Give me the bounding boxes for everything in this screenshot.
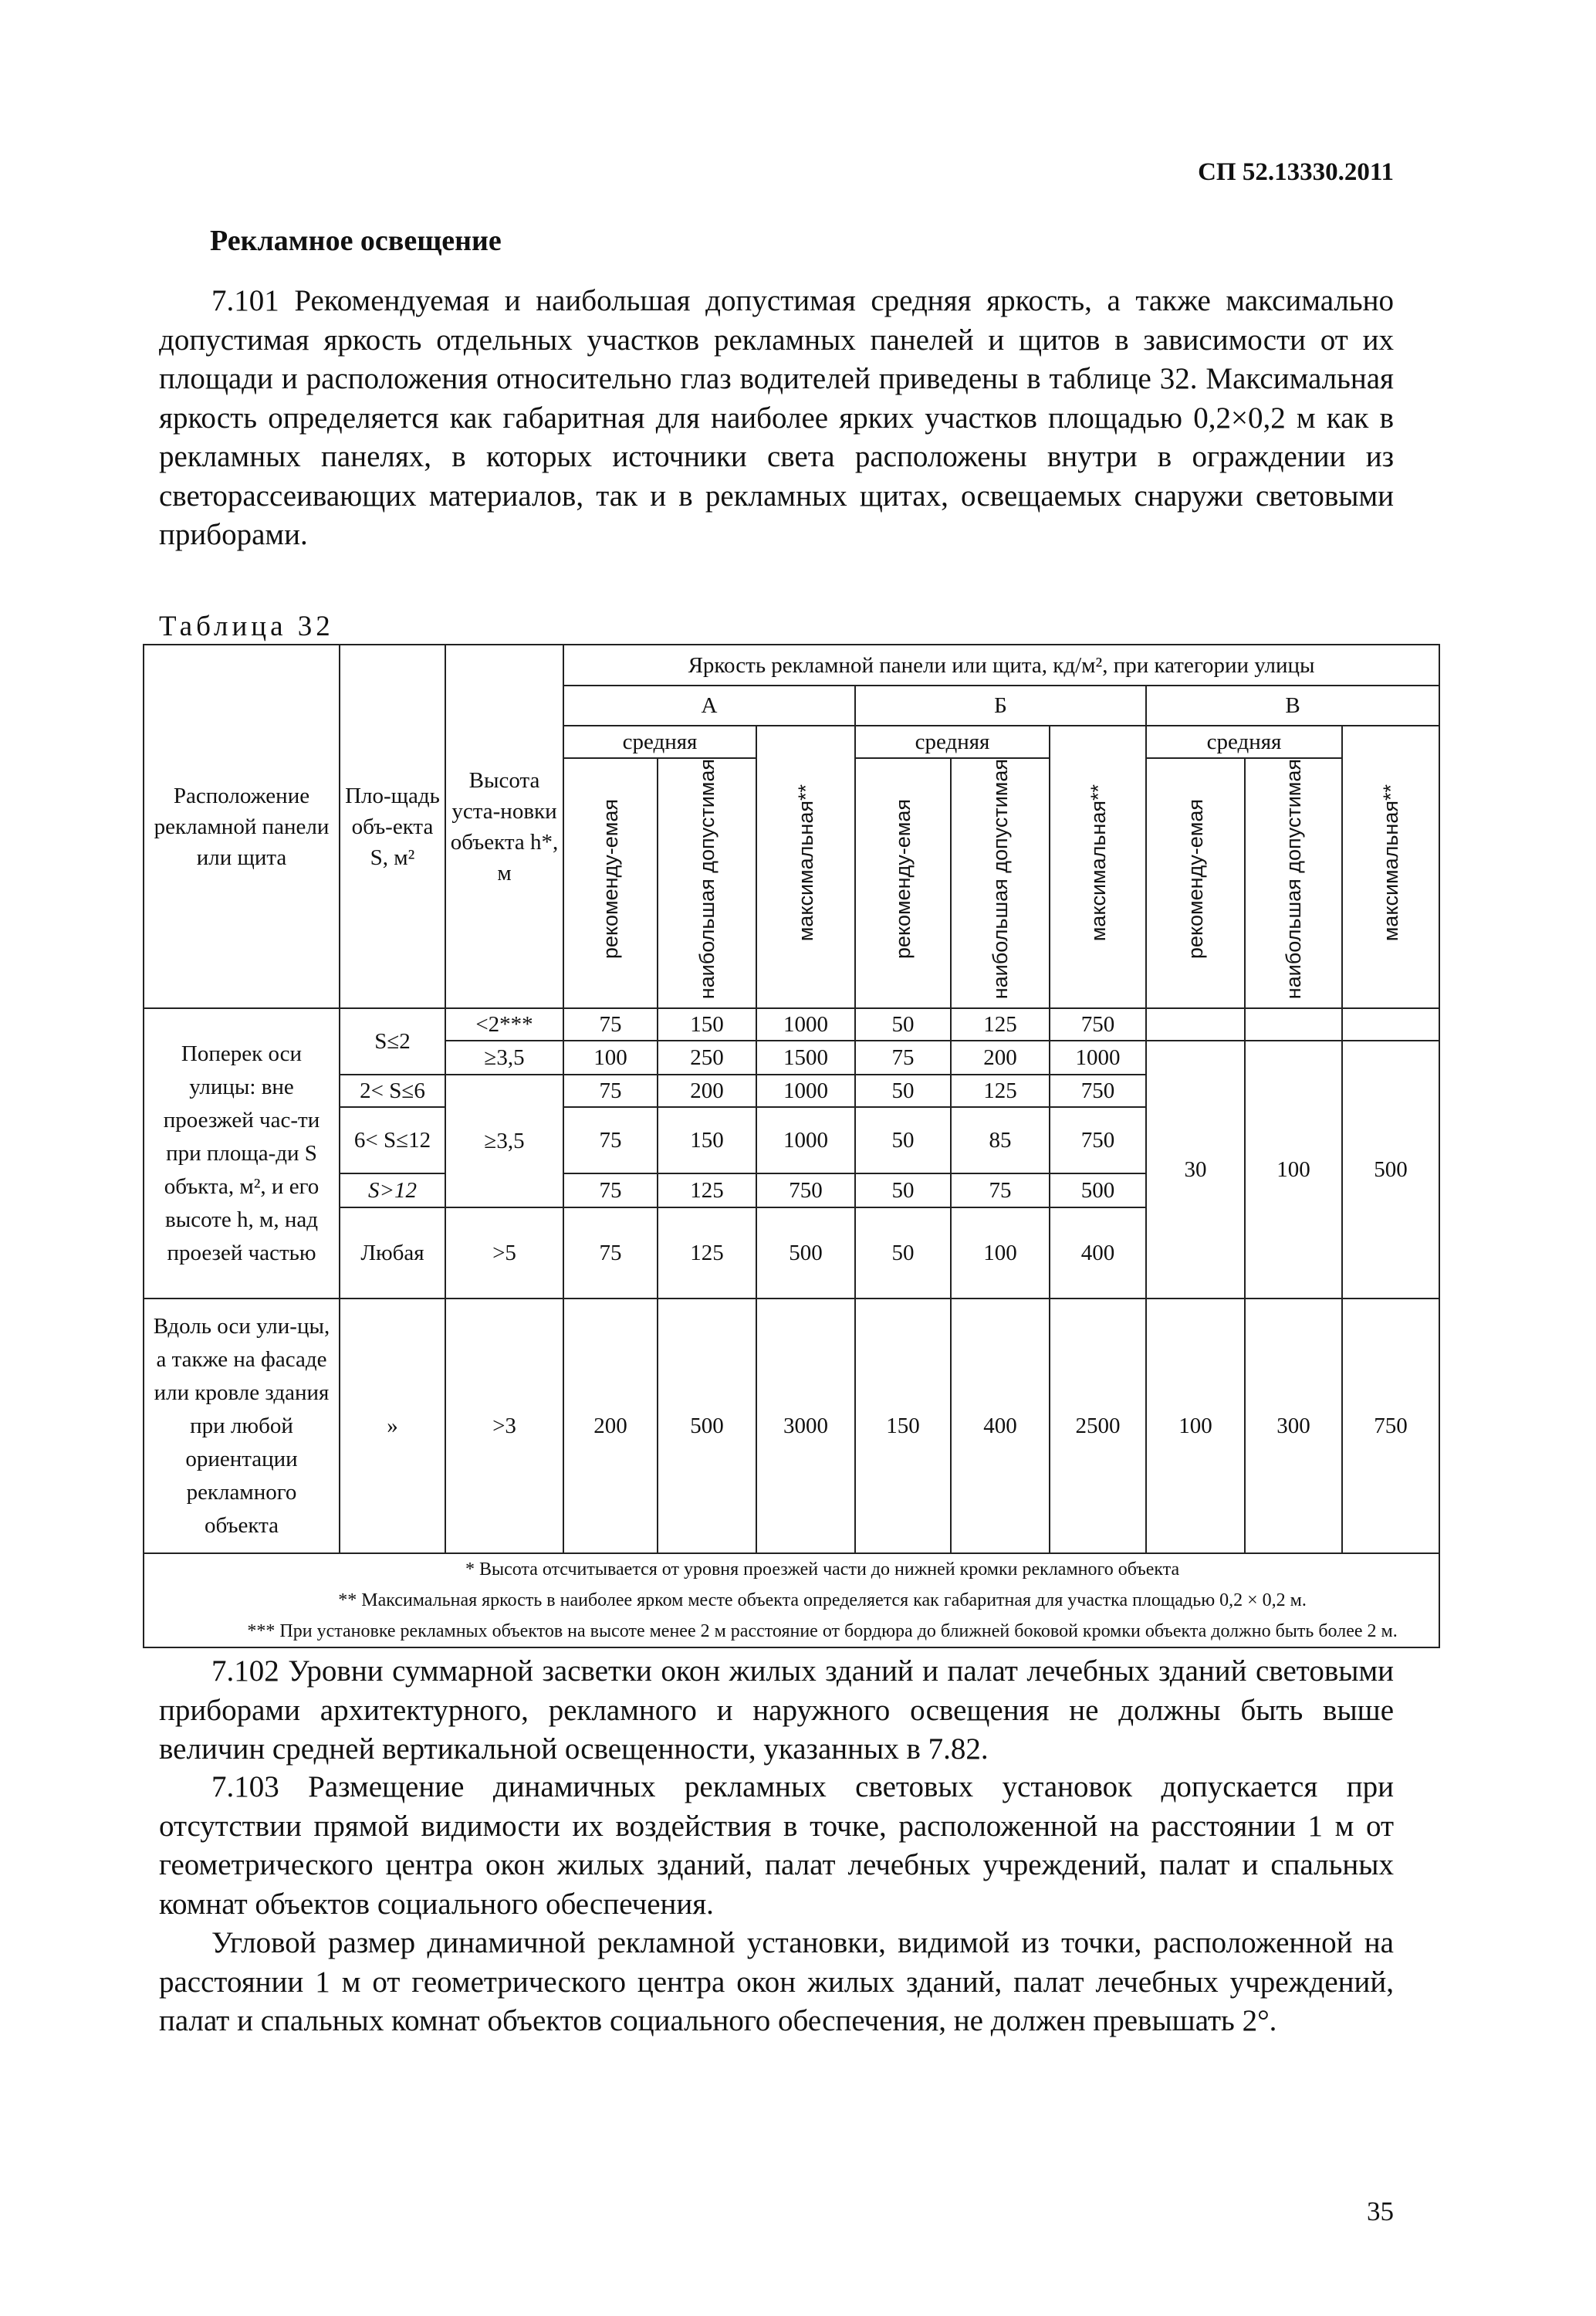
cell-value: 250	[658, 1041, 756, 1075]
cell-value: 150	[658, 1107, 756, 1173]
header-max-allowed	[658, 758, 756, 1008]
cell-value: 75	[563, 1173, 658, 1207]
document-code: СП 52.13330.2011	[1198, 158, 1394, 186]
cell-value: 50	[855, 1173, 951, 1207]
cell-value: 125	[658, 1207, 756, 1299]
cell-area: S≤2	[340, 1008, 445, 1075]
cell-value: 750	[1342, 1299, 1439, 1553]
header-location: Расположение рекламной панели или щита	[144, 645, 340, 1008]
cell-value: 300	[1245, 1299, 1342, 1553]
paragraph-text: Угловой размер динамичной рекламной установки, видимой из точки, расположенной на расстоянии 1 м от геометрического центра окон жилых зданий, палат лечебных учреждений, палат и спальных комнат объектов социального обеспечения, не должен превышать 2°.	[159, 1926, 1394, 2037]
cell-value: 125	[658, 1173, 756, 1207]
paragraph-7-103	[159, 1768, 1394, 1924]
footnote: * Высота отсчитывается от уровня проезжей части до нижней кромки рекламного объекта	[465, 1559, 1180, 1580]
cell-value: 200	[658, 1075, 756, 1107]
header-maximum-text: максимальная**	[1379, 784, 1403, 942]
paragraph-7-102	[159, 1652, 1394, 1769]
cell-value-v: 500	[1342, 1041, 1439, 1299]
paragraph-text: 7.102 Уровни суммарной засветки окон жилых зданий и палат лечебных зданий световыми приборами архитектурного, рекламного и наружного освещения не должны быть выше величин средней вертикальной освещенности, указанных в 7.82.	[159, 1654, 1394, 1766]
row-label-along: Вдоль оси ули-цы, а также на фасаде или кровле здания при любой ориентации рекламного объекта	[144, 1299, 340, 1553]
cell-height: <2***	[445, 1008, 563, 1041]
header-max-allowed-text: наибольшая допустимая	[695, 759, 719, 1000]
cell-value: 400	[1050, 1207, 1146, 1299]
footnote: *** При установке рекламных объектов на высоте менее 2 м расстояние от бордюра до ближней боковой кромки объекта должно быть более 2 м.	[247, 1621, 1398, 1642]
header-area: Пло-щадь объ-екта S, м²	[340, 645, 445, 1008]
cell-value: 125	[951, 1075, 1050, 1107]
cell-value: 1000	[756, 1075, 855, 1107]
cell-value-v: 100	[1245, 1041, 1342, 1299]
cell-height: >5	[445, 1207, 563, 1299]
cell-value: 150	[855, 1299, 951, 1553]
cell-value: 125	[951, 1008, 1050, 1041]
cell-value: 150	[658, 1008, 756, 1041]
row-label-across: Поперек оси улицы: вне проезжей час-ти при площа-ди S объкта, м², и его высоте h, м, над проезей частью	[144, 1008, 340, 1299]
cell-area: 2< S≤6	[340, 1075, 445, 1107]
table-caption: Таблица 32	[159, 611, 334, 642]
table-32	[143, 644, 1440, 1648]
header-maximum-text: максимальная**	[1086, 784, 1110, 942]
cell-empty	[1342, 1008, 1439, 1041]
header-maximum	[756, 726, 855, 1008]
cell-value: 1000	[1050, 1041, 1146, 1075]
cell-value: 75	[563, 1008, 658, 1041]
cell-value: 75	[855, 1041, 951, 1075]
header-category-a: А	[563, 686, 855, 726]
cell-value: 1500	[756, 1041, 855, 1075]
header-recommended-text: рекоменду-емая	[599, 799, 622, 960]
header-average: средняя	[1146, 726, 1342, 758]
cell-value: 75	[951, 1173, 1050, 1207]
cell-value: 750	[756, 1173, 855, 1207]
cell-value: 750	[1050, 1107, 1146, 1173]
paragraph-text: 7.103 Размещение динамичных рекламных световых установок допускается при отсутствии прямой видимости их воздействия в точке, расположенной на расстоянии 1 м от геометрического центра окон жилых зданий, палат лечебных учреждений, палат и спальных комнат объектов социального обеспечения.	[159, 1770, 1394, 1921]
cell-value: 50	[855, 1008, 951, 1041]
cell-area: »	[340, 1299, 445, 1553]
cell-height: ≥3,5	[445, 1041, 563, 1075]
header-height: Высота уста-новки объекта h*, м	[445, 645, 563, 1008]
cell-height: ≥3,5	[445, 1075, 563, 1207]
cell-value: 100	[951, 1207, 1050, 1299]
paragraph-angular-size	[159, 1924, 1394, 2041]
cell-value: 100	[563, 1041, 658, 1075]
page-number: 35	[1367, 2196, 1394, 2226]
header-brightness: Яркость рекламной панели или щита, кд/м², при категории улицы	[563, 645, 1439, 686]
paragraph-7-101	[159, 282, 1394, 555]
cell-value: 1000	[756, 1107, 855, 1173]
cell-value: 2500	[1050, 1299, 1146, 1553]
header-category-v: В	[1146, 686, 1439, 726]
table-row	[144, 1299, 1439, 1553]
cell-value: 100	[1146, 1299, 1245, 1553]
cell-height: >3	[445, 1299, 563, 1553]
header-max-allowed-text: наибольшая допустимая	[1282, 759, 1305, 1000]
cell-value: 400	[951, 1299, 1050, 1553]
cell-value: 85	[951, 1107, 1050, 1173]
cell-value: 200	[951, 1041, 1050, 1075]
header-maximum	[1050, 726, 1146, 1008]
footnotes	[144, 1553, 1439, 1647]
header-average: средняя	[563, 726, 756, 758]
header-max-allowed-text: наибольшая допустимая	[989, 759, 1012, 1000]
cell-empty	[1146, 1008, 1245, 1041]
table-row	[144, 1008, 1439, 1041]
header-recommended	[1146, 758, 1245, 1008]
cell-value: 50	[855, 1075, 951, 1107]
cell-area: 6< S≤12	[340, 1107, 445, 1173]
header-average: средняя	[855, 726, 1050, 758]
cell-value: 750	[1050, 1075, 1146, 1107]
cell-value: 75	[563, 1207, 658, 1299]
header-max-allowed	[1245, 758, 1342, 1008]
cell-value: 75	[563, 1075, 658, 1107]
cell-area: Любая	[340, 1207, 445, 1299]
cell-value: 500	[658, 1299, 756, 1553]
cell-value: 200	[563, 1299, 658, 1553]
header-recommended	[563, 758, 658, 1008]
cell-area: S>12	[340, 1173, 445, 1207]
header-maximum	[1342, 726, 1439, 1008]
section-title: Рекламное освещение	[210, 225, 502, 257]
cell-value: 75	[563, 1107, 658, 1173]
cell-value: 1000	[756, 1008, 855, 1041]
cell-value: 750	[1050, 1008, 1146, 1041]
header-recommended-text: рекоменду-емая	[1184, 799, 1207, 960]
cell-value: 3000	[756, 1299, 855, 1553]
header-recommended	[855, 758, 951, 1008]
cell-value: 50	[855, 1207, 951, 1299]
cell-empty	[1245, 1008, 1342, 1041]
header-max-allowed	[951, 758, 1050, 1008]
cell-value: 500	[756, 1207, 855, 1299]
footnotes-row	[144, 1553, 1439, 1647]
footnote: ** Максимальная яркость в наиболее ярком месте объекта определяется как габаритная для участка площадью 0,2 × 0,2 м.	[338, 1590, 1307, 1611]
cell-value: 50	[855, 1107, 951, 1173]
paragraph-text: 7.101 Рекомендуемая и наибольшая допустимая средняя яркость, а также максимально допустимая яркость отдельных участков рекламных панелей и щитов в зависимости от их площади и расположения относительно глаз водителей приведены в таблице 32. Максимальная яркость определяется как габаритная для наиболее ярких участков площадью 0,2×0,2 м как в рекламных панелях, в которых источники света расположены внутри в ограждении из светорассеивающих материалов, так и в рекламных щитах, освещаемых снаружи световыми приборами.	[159, 284, 1394, 551]
header-recommended-text: рекоменду-емая	[891, 799, 915, 960]
header-maximum-text: максимальная**	[794, 784, 817, 942]
header-category-b: Б	[855, 686, 1146, 726]
cell-value: 500	[1050, 1173, 1146, 1207]
cell-value-v: 30	[1146, 1041, 1245, 1299]
